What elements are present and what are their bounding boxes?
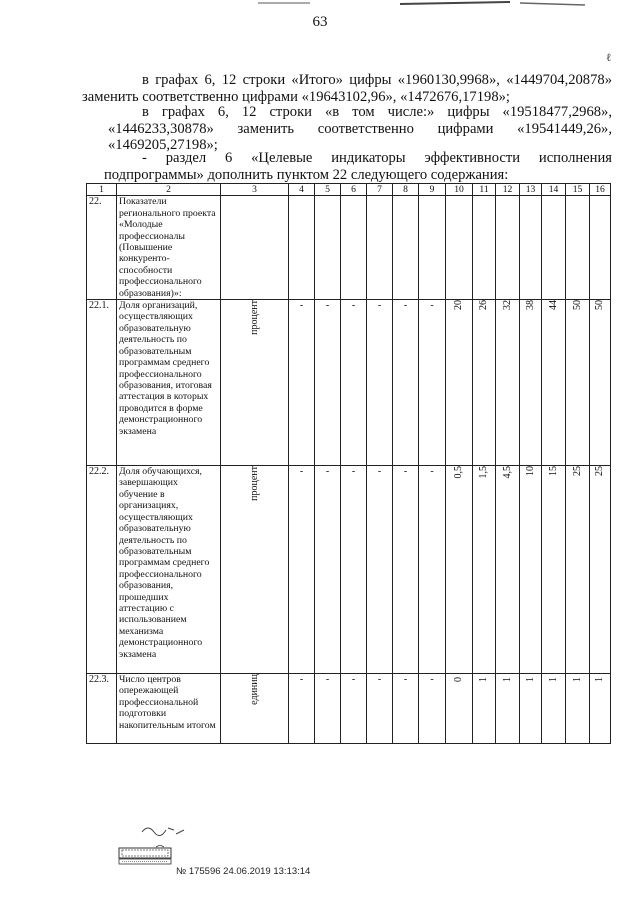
value-cell <box>496 196 520 300</box>
value-text: - <box>351 300 356 312</box>
value-text: - <box>299 466 304 478</box>
value-text: - <box>403 466 408 478</box>
header-cell: 8 <box>393 184 419 196</box>
value-text: 1 <box>501 677 513 683</box>
header-cell: 6 <box>341 184 367 196</box>
paragraph-line: подпрограммы» дополнить пунктом 22 следующего содержания: <box>104 166 509 183</box>
value-text: 50 <box>594 300 606 311</box>
value-cell <box>393 674 419 744</box>
unit-label: процент <box>248 466 260 501</box>
scan-artifact-top <box>250 0 590 8</box>
unit-cell <box>221 674 289 744</box>
value-text: 1 <box>571 677 583 683</box>
value-text: 38 <box>524 300 536 311</box>
value-cell <box>496 674 520 744</box>
paragraph-line: заменить соответственно цифрами «19643102,96», «1472676,17198»; <box>82 88 510 105</box>
value-cell <box>473 674 496 744</box>
value-cell <box>590 300 611 466</box>
value-text: - <box>430 466 434 478</box>
value-cell <box>590 466 611 674</box>
value-cell <box>566 196 590 300</box>
value-cell <box>542 300 566 466</box>
header-cell: 16 <box>590 184 611 196</box>
header-cell: 10 <box>446 184 473 196</box>
table-header-row <box>87 184 611 196</box>
header-cell: 12 <box>496 184 520 196</box>
value-cell <box>367 196 393 300</box>
value-cell <box>542 466 566 674</box>
document-registration-number: № 175596 24.06.2019 13:13:14 <box>176 866 311 877</box>
value-cell <box>419 300 446 466</box>
value-cell <box>542 674 566 744</box>
value-cell <box>473 466 496 674</box>
table-row <box>87 196 611 300</box>
value-text: - <box>377 300 382 312</box>
value-text: - <box>351 674 356 686</box>
value-cell <box>315 300 341 466</box>
value-text: 1,5 <box>478 466 490 479</box>
value-text: 15 <box>547 466 559 477</box>
value-text: - <box>430 300 434 312</box>
row-number: 22.1. <box>87 300 117 466</box>
indicator-name: Показатели регионального проекта «Молодые профессионалы (Повышение конкуренто-способности профессионального образования)»: <box>117 196 221 300</box>
value-cell <box>473 196 496 300</box>
value-cell <box>367 466 393 674</box>
value-cell <box>590 674 611 744</box>
indicator-name: Доля организаций, осуществляющих образовательную деятельность по образовательным программам среднего профессионального образования, итоговая аттестация в которых проводится в форме демонстрационного экзамена <box>117 300 221 466</box>
signature-mark <box>140 822 190 842</box>
value-cell <box>566 300 590 466</box>
unit-label: процент <box>248 300 260 335</box>
value-cell <box>393 196 419 300</box>
header-cell: 4 <box>289 184 315 196</box>
value-cell <box>496 300 520 466</box>
paragraph-line: в графах 6, 12 строки «в том числе:» цифры «19518477,2968», <box>142 104 612 120</box>
value-text: 50 <box>571 300 583 311</box>
value-text: 0,5 <box>453 466 465 479</box>
value-cell <box>289 466 315 674</box>
value-cell <box>520 466 542 674</box>
unit-label: единиц <box>248 674 260 705</box>
header-cell: 14 <box>542 184 566 196</box>
value-cell <box>566 466 590 674</box>
value-cell <box>419 196 446 300</box>
value-cell <box>289 674 315 744</box>
value-text: 26 <box>478 300 490 311</box>
table-row <box>87 674 611 744</box>
value-cell <box>315 466 341 674</box>
value-text: - <box>299 300 304 312</box>
value-text: - <box>377 466 382 478</box>
value-cell <box>590 196 611 300</box>
unit-cell <box>221 300 289 466</box>
value-cell <box>341 466 367 674</box>
header-cell: 7 <box>367 184 393 196</box>
header-cell: 9 <box>419 184 446 196</box>
value-cell <box>419 466 446 674</box>
value-cell <box>496 466 520 674</box>
paragraph-line: «1469205,27198»; <box>108 137 218 153</box>
government-seal-stamp <box>118 845 174 867</box>
value-cell <box>542 196 566 300</box>
value-cell <box>446 674 473 744</box>
value-text: 25 <box>571 466 583 477</box>
indicator-name: Число центров опережающей профессиональной подготовки накопительным итогом <box>117 674 221 744</box>
table-row <box>87 466 611 674</box>
value-cell <box>566 674 590 744</box>
value-text: 20 <box>453 300 465 311</box>
header-cell: 11 <box>473 184 496 196</box>
value-cell <box>419 674 446 744</box>
table-row <box>87 300 611 466</box>
value-cell <box>367 300 393 466</box>
paragraph-line: «1446233,30878» заменить соответственно цифрами «19541449,26», <box>108 120 612 137</box>
value-text: 44 <box>547 300 559 311</box>
amendment-paragraph-3 <box>104 150 612 183</box>
value-cell <box>393 466 419 674</box>
value-cell <box>315 674 341 744</box>
paragraph-line: в графах 6, 12 строки «Итого» цифры «1960130,9968», «1449704,20878» <box>142 72 612 88</box>
row-number: 22.3. <box>87 674 117 744</box>
unit-cell <box>221 196 289 300</box>
value-text: - <box>403 674 408 686</box>
header-cell: 2 <box>117 184 221 196</box>
indicators-table <box>86 183 611 744</box>
header-cell: 13 <box>520 184 542 196</box>
page-number: 63 <box>312 14 328 30</box>
value-text: - <box>325 300 330 312</box>
value-cell <box>473 300 496 466</box>
header-cell: 5 <box>315 184 341 196</box>
value-cell <box>341 196 367 300</box>
value-cell <box>367 674 393 744</box>
value-text: - <box>325 674 330 686</box>
value-text: 32 <box>501 300 513 311</box>
paragraph-line: - раздел 6 «Целевые индикаторы эффективности исполнения <box>142 150 612 166</box>
header-cell: 1 <box>87 184 117 196</box>
value-text: - <box>325 466 330 478</box>
amendment-paragraph-1 <box>82 72 612 105</box>
value-cell <box>393 300 419 466</box>
value-text: 4,5 <box>501 466 513 479</box>
unit-cell <box>221 466 289 674</box>
value-cell <box>446 300 473 466</box>
value-text: 0 <box>453 677 465 683</box>
value-cell <box>520 674 542 744</box>
header-cell: 3 <box>221 184 289 196</box>
value-text: - <box>351 466 356 478</box>
value-cell <box>315 196 341 300</box>
value-text: 10 <box>524 466 536 477</box>
value-text: 1 <box>478 677 490 683</box>
value-text: 1 <box>594 677 606 683</box>
value-cell <box>520 196 542 300</box>
value-cell <box>446 196 473 300</box>
value-cell <box>289 300 315 466</box>
margin-mark: ℓ <box>606 52 612 64</box>
row-number: 22.2. <box>87 466 117 674</box>
value-cell <box>289 196 315 300</box>
indicator-name: Доля обучающихся, завершающих обучение в организациях, осуществляющих образовательную деятельность по образовательным программам среднего профессионального образования, прошедших аттестацию с использованием механизма демонстрационного экзамена <box>117 466 221 674</box>
value-text: - <box>403 300 408 312</box>
value-cell <box>446 466 473 674</box>
value-cell <box>341 300 367 466</box>
value-text: - <box>299 674 304 686</box>
value-cell <box>520 300 542 466</box>
value-text: - <box>430 674 434 686</box>
row-number: 22. <box>87 196 117 300</box>
amendment-paragraph-2 <box>108 104 612 154</box>
header-cell: 15 <box>566 184 590 196</box>
value-text: - <box>377 674 382 686</box>
value-text: 1 <box>524 677 536 683</box>
value-text: 25 <box>594 466 606 477</box>
value-text: 1 <box>547 677 559 683</box>
value-cell <box>341 674 367 744</box>
